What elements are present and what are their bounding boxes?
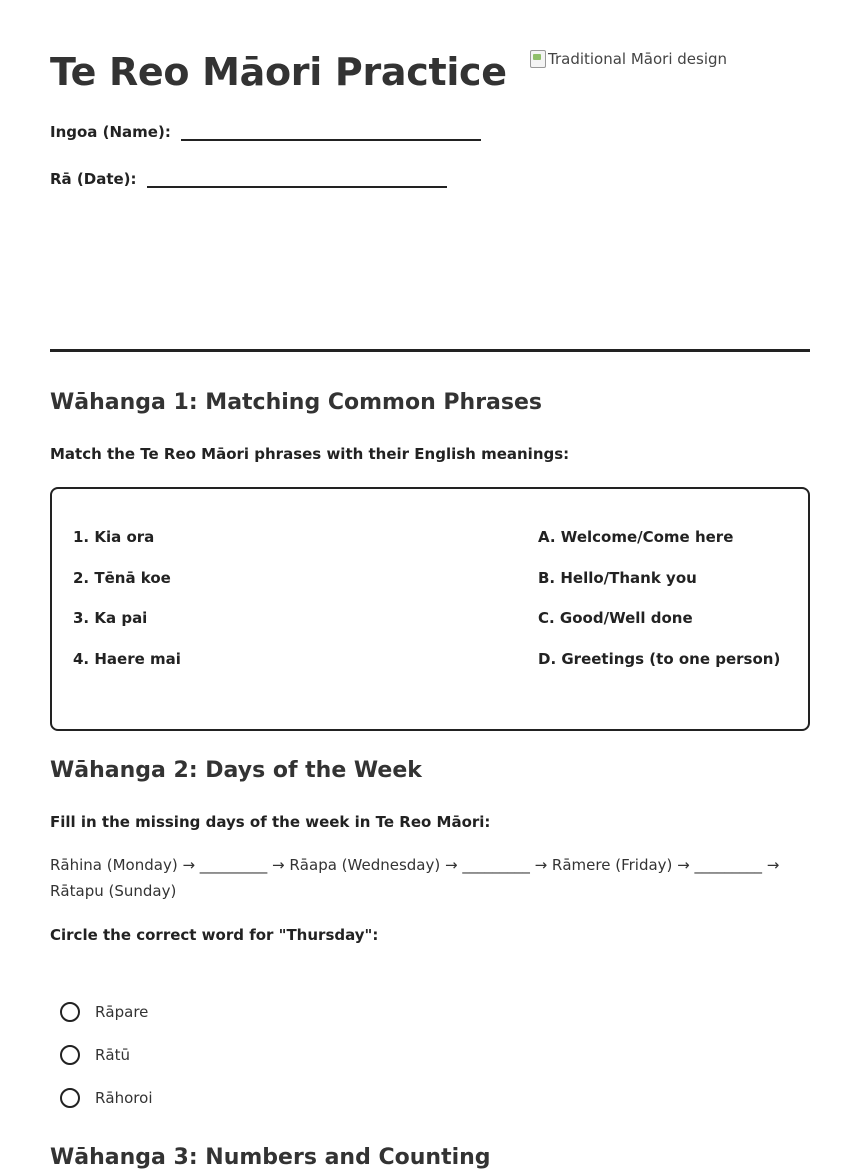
radio-circle[interactable] bbox=[60, 1045, 80, 1065]
option-label: Rātū bbox=[95, 1045, 131, 1064]
phrases-column bbox=[73, 527, 181, 689]
broken-image-icon bbox=[530, 50, 546, 68]
days-sequence: Rāhina (Monday) → _________ → Rāapa (Wednesday) → _________ → Rāmere (Friday) → _________ → Rātapu (Sunday) bbox=[50, 856, 780, 900]
radio-circle[interactable] bbox=[60, 1002, 80, 1022]
thursday-options bbox=[60, 990, 152, 1119]
section2-title: Wāhanga 2: Days of the Week bbox=[50, 758, 422, 783]
date-input-line[interactable] bbox=[147, 168, 447, 188]
date-label: Rā (Date): bbox=[50, 170, 137, 188]
header-image-alt: Traditional Māori design bbox=[548, 50, 728, 68]
meaning-item: B. Hello/Thank you bbox=[538, 568, 697, 587]
section1-instruction: Match the Te Reo Māori phrases with their English meanings: bbox=[50, 445, 570, 463]
header-image bbox=[530, 50, 727, 68]
meaning-item: A. Welcome/Come here bbox=[538, 528, 734, 546]
page-title: Te Reo Māori Practice bbox=[50, 50, 507, 94]
option-rahoroi[interactable] bbox=[60, 1076, 152, 1119]
name-field bbox=[50, 121, 481, 141]
name-input-line[interactable] bbox=[181, 121, 481, 141]
meaning-item: D. Greetings (to one person) bbox=[538, 649, 781, 668]
radio-circle[interactable] bbox=[60, 1088, 80, 1108]
phrase-item: 2. Tēnā koe bbox=[73, 568, 171, 587]
phrase-item: 3. Ka pai bbox=[73, 609, 148, 628]
thursday-question: Circle the correct word for "Thursday": bbox=[50, 926, 379, 944]
meaning-item: C. Good/Well done bbox=[538, 609, 693, 628]
section1-title: Wāhanga 1: Matching Common Phrases bbox=[50, 390, 543, 415]
option-label: Rāpare bbox=[95, 1002, 149, 1021]
header-divider bbox=[50, 349, 810, 352]
name-label: Ingoa (Name): bbox=[50, 123, 171, 141]
section2-instruction: Fill in the missing days of the week in Te Reo Māori: bbox=[50, 813, 491, 831]
option-label: Rāhoroi bbox=[95, 1088, 153, 1107]
phrase-item: 1. Kia ora bbox=[73, 528, 155, 546]
matching-box bbox=[50, 487, 810, 731]
date-field bbox=[50, 168, 447, 188]
section3-title: Wāhanga 3: Numbers and Counting bbox=[50, 1145, 491, 1170]
meanings-column bbox=[538, 527, 780, 689]
option-ratu[interactable] bbox=[60, 1033, 152, 1076]
option-rapare[interactable] bbox=[60, 990, 152, 1033]
phrase-item: 4. Haere mai bbox=[73, 649, 181, 668]
